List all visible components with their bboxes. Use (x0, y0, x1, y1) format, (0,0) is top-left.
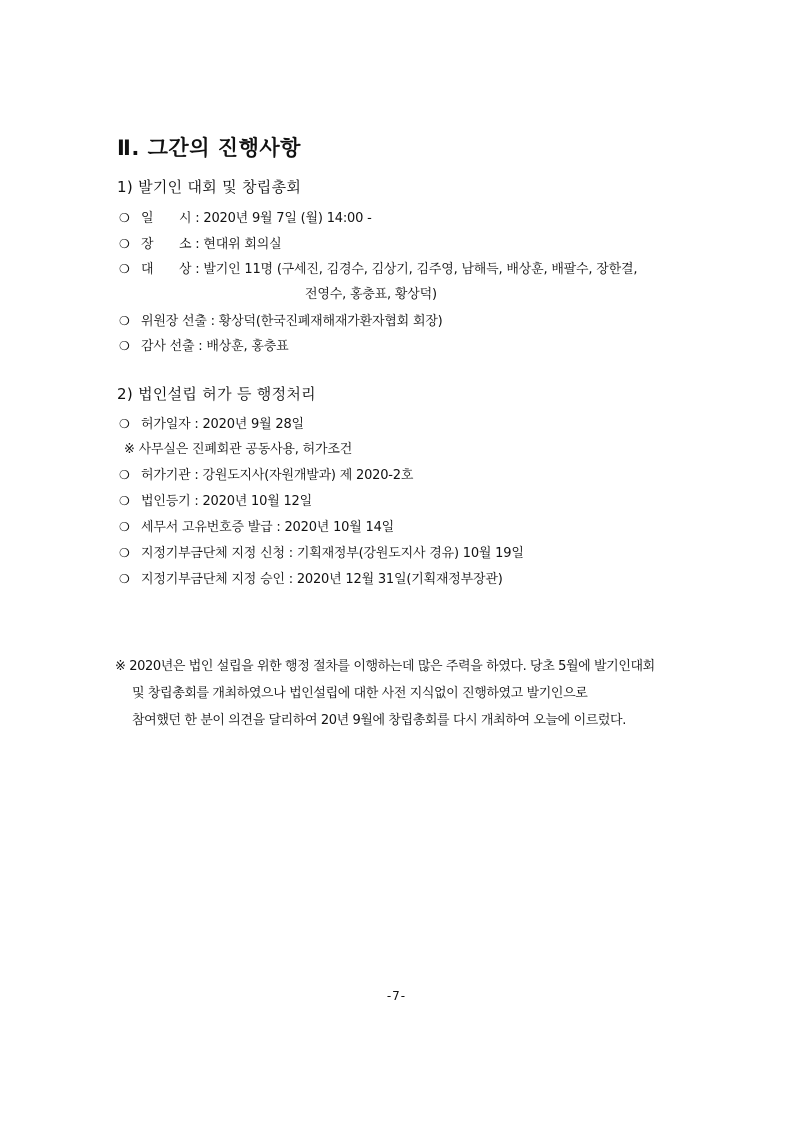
item-text: 허가기관 : 강원도지사(자원개발과) 제 2020-2호 (141, 468, 414, 483)
list-item (119, 335, 288, 354)
item-separator: : (206, 314, 219, 329)
bullet-icon: ❍ (119, 572, 130, 586)
list-item (119, 413, 304, 432)
item-text: 지정기부금단체 지정 승인 : 2020년 12월 31일(기획재정부장관) (141, 572, 503, 587)
item-separator: : (191, 237, 204, 252)
list-item (119, 258, 637, 277)
list-item (119, 310, 443, 329)
item-text: 세무서 고유번호증 발급 : 2020년 10월 14일 (141, 520, 394, 535)
item-separator: : (191, 262, 204, 277)
bullet-icon: ❍ (119, 417, 130, 431)
item-text: 지정기부금단체 지정 신청 : 기획재정부(강원도지사 경유) 10월 19일 (141, 546, 524, 561)
bullet-icon: ❍ (119, 520, 130, 534)
bullet-icon: ❍ (119, 262, 130, 276)
section-1-heading: 1) 발기인 대회 및 창립총회 (117, 178, 302, 196)
remark-line: ※ 2020년은 법인 설립을 위한 행정 절차를 이행하는데 많은 주력을 하였다. 당초 5월에 발기인대회 (115, 659, 655, 674)
item-text: 법인등기 : 2020년 10월 12일 (141, 494, 312, 509)
bullet-icon: ❍ (119, 237, 130, 251)
item-key: 일 시 (141, 211, 192, 226)
list-item (119, 516, 394, 535)
item-separator: : (191, 211, 204, 226)
item-separator: : (194, 339, 207, 354)
item-key: 감사 선출 (141, 339, 195, 354)
item-key: 장 소 (141, 237, 192, 252)
item-key: 대 상 (141, 262, 192, 277)
item-value: 발기인 11명 (구세진, 김경수, 김상기, 김주영, 남해득, 배상훈, 배팔수, 장한결, (203, 262, 638, 277)
bullet-icon: ❍ (119, 211, 130, 225)
page-title: Ⅱ. 그간의 진행사항 (117, 136, 301, 160)
list-item (119, 464, 413, 483)
item-text: 허가일자 : 2020년 9월 28일 (141, 417, 304, 432)
item-value: 2020년 9월 7일 (월) 14:00 - (203, 211, 372, 226)
remark-paragraph (115, 655, 687, 735)
bullet-icon: ❍ (119, 494, 130, 508)
section-2-heading: 2) 법인설립 허가 등 행정처리 (117, 385, 316, 403)
page-number: -7- (386, 989, 407, 1003)
remark-line: 및 창립총회를 개최하였으나 법인설립에 대한 사전 지식없이 진행하였고 발기인으로 (132, 686, 588, 701)
bullet-icon: ❍ (119, 339, 130, 353)
item-key: 위원장 선출 (141, 314, 207, 329)
item-value: 황상덕(한국진폐재해재가환자협회 회장) (218, 314, 443, 329)
note-text: ※ 사무실은 진폐회관 공동사용, 허가조건 (124, 442, 353, 457)
list-item (119, 542, 524, 561)
bullet-icon: ❍ (119, 546, 130, 560)
item-value: 배상훈, 홍충표 (206, 339, 289, 354)
remark-line: 참여했던 한 분이 의견을 달리하여 20년 9월에 창립총회를 다시 개최하여 오늘에 이르렀다. (132, 713, 626, 728)
item-value: 현대위 회의실 (203, 237, 282, 252)
list-item (119, 568, 503, 587)
bullet-icon: ❍ (119, 314, 130, 328)
bullet-icon: ❍ (119, 468, 130, 482)
list-item (119, 233, 281, 252)
list-item (119, 490, 312, 509)
list-item-continuation: 전영수, 홍충표, 황상덕) (305, 287, 437, 302)
list-item (119, 207, 372, 226)
